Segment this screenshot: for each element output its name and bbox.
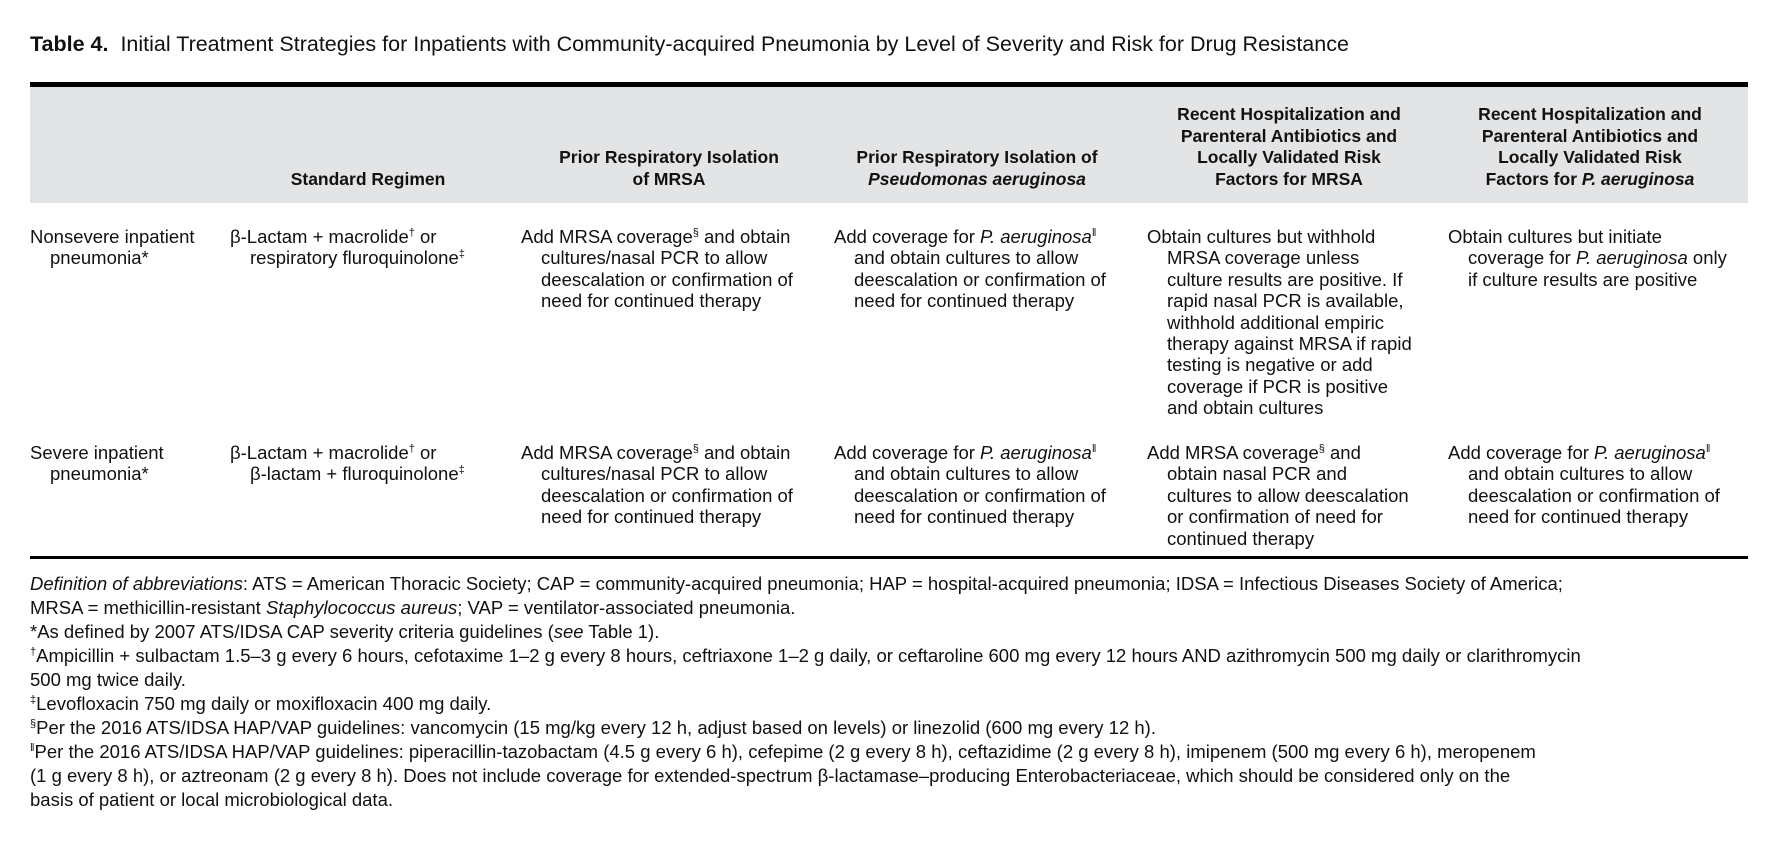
footnote-marker: §: [30, 718, 37, 730]
text-segment: and obtain cultures to allow: [1468, 463, 1693, 485]
cell-line: [1448, 485, 1720, 506]
footnote-line: [30, 764, 1581, 788]
table-cell: [1147, 442, 1409, 549]
text-segment: Add coverage for: [1448, 442, 1595, 463]
text-segment: Add MRSA coverage: [521, 442, 693, 463]
text-segment: need for continued therapy: [854, 506, 1075, 528]
cell-line: [230, 247, 465, 268]
text-segment: Parenteral Antibiotics and: [1481, 125, 1699, 146]
column-header: [291, 169, 446, 191]
footnotes: [30, 572, 1581, 812]
cell-line: [1147, 290, 1412, 311]
cell-line: [521, 269, 793, 290]
cell-line: [30, 463, 164, 484]
footnote-line: [30, 692, 1581, 716]
cell-line: [1147, 442, 1409, 463]
footnote-line: [30, 572, 1581, 596]
table-cell: [521, 226, 793, 312]
cell-line: [1147, 506, 1409, 527]
cell-line: [1147, 397, 1412, 418]
cell-line: [1147, 376, 1412, 397]
table-label: Table 4.: [30, 32, 109, 56]
text-segment: Prior Respiratory Isolation: [559, 147, 779, 167]
cell-line: [834, 247, 1106, 268]
footnote-marker: §: [692, 227, 699, 239]
footnote-marker: ‖: [1705, 443, 1711, 455]
table-caption: Initial Treatment Strategies for Inpatients with Community-acquired Pneumonia by Level of Severity and Risk for Drug Resistance: [120, 32, 1349, 56]
cell-line: [521, 226, 793, 247]
cell-line: [521, 290, 793, 311]
cell-line: [1147, 333, 1412, 354]
cell-line: [834, 226, 1106, 247]
footnote-marker: §: [1318, 443, 1325, 455]
cell-line: [1147, 269, 1412, 290]
header-line: [291, 169, 446, 191]
text-segment: and obtain cultures to allow: [854, 463, 1079, 485]
text-segment: Add coverage for: [834, 226, 981, 247]
cell-line: [1448, 269, 1727, 290]
text-segment: Recent Hospitalization and: [1478, 104, 1702, 124]
text-segment: and obtain: [698, 226, 791, 247]
text-segment: and: [1324, 442, 1361, 463]
text-segment: culture results are positive. If: [1167, 268, 1403, 290]
footnote-line: [30, 740, 1581, 764]
text-segment: Add coverage for: [834, 442, 981, 463]
text-segment: (1 g every 8 h), or aztreonam (2 g every 8 h). Does not include coverage for extended-spectrum β-lactamase–producing Enterobacteriaceae, which should be considered only on the: [30, 765, 1511, 786]
header-line: [856, 169, 1097, 191]
text-segment: Add MRSA coverage: [521, 226, 693, 247]
text-segment: *As defined by 2007 ATS/IDSA CAP severity criteria guidelines (: [30, 621, 554, 642]
footnote-marker: ‡: [30, 694, 37, 706]
text-segment: β-Lactam + macrolide: [230, 442, 409, 463]
text-segment: Factors for: [1485, 168, 1582, 189]
cell-line: [1147, 463, 1409, 484]
cell-line: [834, 485, 1106, 506]
cell-line: [521, 463, 793, 484]
text-segment: Per the 2016 ATS/IDSA HAP/VAP guidelines: piperacillin-tazobactam (4.5 g every 6 h), cefepime (2 g every 8 h), ceftazidime (2 g every 8 h), imipenem (500 mg every 6 h), meropenem: [34, 741, 1536, 762]
text-segment: Factors for MRSA: [1215, 168, 1363, 189]
text-segment: β-Lactam + macrolide: [230, 226, 409, 247]
cell-line: [1147, 226, 1412, 247]
column-header: [856, 147, 1097, 190]
text-segment: therapy against MRSA if rapid: [1167, 333, 1412, 355]
text-segment: Staphylococcus aureus: [265, 597, 458, 618]
footnote-marker: §: [692, 443, 699, 455]
text-segment: deescalation or confirmation of: [1468, 484, 1720, 506]
text-segment: cultures/nasal PCR to allow: [541, 463, 768, 485]
footnote-line: [30, 716, 1581, 740]
text-segment: Severe inpatient: [30, 442, 164, 463]
table-cell: [230, 226, 465, 269]
text-segment: Per the 2016 ATS/IDSA HAP/VAP guidelines: vancomycin (15 mg/kg every 12 h, adjust based on levels) or linezolid (600 mg every 12 h).: [36, 717, 1156, 738]
header-line: [1177, 104, 1401, 126]
text-segment: coverage for: [1468, 247, 1576, 269]
text-segment: Standard Regimen: [290, 168, 446, 189]
row-label: [30, 442, 164, 485]
footnote-marker: ‖: [1091, 227, 1097, 239]
cell-line: [521, 442, 793, 463]
bottom-rule: [30, 556, 1748, 559]
text-segment: deescalation or confirmation of: [541, 268, 793, 290]
text-segment: need for continued therapy: [541, 290, 762, 312]
cell-line: [521, 247, 793, 268]
text-segment: : ATS = American Thoracic Society; CAP = community-acquired pneumonia; HAP = hospital-acquired pneumonia; IDSA = Infectious Diseases Society of America;: [242, 573, 1563, 594]
cell-line: [230, 442, 465, 463]
cell-line: [1147, 247, 1412, 268]
row-label: [30, 226, 195, 269]
cell-line: [1448, 463, 1720, 484]
footnote-line: [30, 788, 1581, 812]
text-segment: P. aeruginosa: [980, 226, 1092, 247]
footnote-line: [30, 644, 1581, 668]
cell-line: [1448, 506, 1720, 527]
table-cell: [1147, 226, 1412, 419]
header-line: [1177, 126, 1401, 148]
table-cell: [230, 442, 465, 485]
header-line: [1177, 147, 1401, 169]
cell-line: [521, 506, 793, 527]
text-segment: P. aeruginosa: [1594, 442, 1706, 463]
header-line: [1478, 147, 1702, 169]
text-segment: Table 1).: [583, 621, 660, 642]
cell-line: [30, 247, 195, 268]
text-segment: continued therapy: [1167, 527, 1315, 549]
text-segment: see: [553, 621, 584, 642]
footnote-marker: †: [408, 443, 415, 455]
cell-line: [1147, 485, 1409, 506]
footnote-marker: †: [408, 227, 415, 239]
text-segment: Locally Validated Risk: [1197, 147, 1381, 167]
table-cell: [521, 442, 793, 528]
footnote-line: [30, 596, 1581, 620]
cell-line: [834, 269, 1106, 290]
text-segment: P. aeruginosa: [980, 442, 1092, 463]
text-segment: deescalation or confirmation of: [854, 268, 1106, 290]
text-segment: ; VAP = ventilator-associated pneumonia.: [457, 597, 796, 618]
header-line: [1478, 169, 1702, 191]
text-segment: Locally Validated Risk: [1498, 147, 1682, 167]
cell-line: [834, 463, 1106, 484]
text-segment: pneumonia*: [50, 247, 149, 269]
text-segment: cultures to allow deescalation: [1167, 484, 1409, 506]
cell-line: [1147, 312, 1412, 333]
text-segment: respiratory fluroquinolone: [250, 247, 459, 269]
footnote-marker: †: [30, 646, 37, 658]
text-segment: basis of patient or local microbiological data.: [30, 789, 393, 810]
text-segment: rapid nasal PCR is available,: [1167, 290, 1404, 312]
cell-line: [230, 463, 465, 484]
text-segment: withhold additional empiric: [1167, 311, 1384, 333]
cell-line: [521, 485, 793, 506]
column-header: [559, 147, 779, 190]
text-segment: MRSA coverage unless: [1167, 247, 1360, 269]
footnote-marker: ‖: [1091, 443, 1097, 455]
text-segment: and obtain cultures to allow: [854, 247, 1079, 269]
text-segment: Add MRSA coverage: [1147, 442, 1319, 463]
cell-line: [1448, 247, 1727, 268]
table-cell: [1448, 442, 1720, 528]
text-segment: P. aeruginosa: [1581, 168, 1695, 189]
text-segment: 500 mg twice daily.: [30, 669, 186, 690]
text-segment: and obtain cultures: [1167, 397, 1324, 419]
text-segment: Recent Hospitalization and: [1177, 104, 1401, 124]
text-segment: need for continued therapy: [1468, 506, 1689, 528]
text-segment: Prior Respiratory Isolation of: [856, 147, 1098, 167]
text-segment: cultures/nasal PCR to allow: [541, 247, 768, 269]
text-segment: or: [414, 442, 437, 463]
table-cell: [834, 226, 1106, 312]
text-segment: obtain nasal PCR and: [1167, 463, 1347, 485]
column-header: [1177, 104, 1401, 190]
footnote-line: [30, 620, 1581, 644]
cell-line: [30, 226, 195, 247]
table-cell: [1448, 226, 1727, 290]
text-segment: need for continued therapy: [541, 506, 762, 528]
text-segment: β-lactam + fluroquinolone: [250, 463, 459, 485]
text-segment: testing is negative or add: [1167, 354, 1373, 376]
text-segment: Levofloxacin 750 mg daily or moxifloxacin 400 mg daily.: [36, 693, 492, 714]
header-line: [1478, 104, 1702, 126]
footnote-marker: ‡: [458, 464, 465, 477]
cell-line: [230, 226, 465, 247]
text-segment: P. aeruginosa: [1575, 247, 1688, 269]
text-segment: Definition of abbreviations: [30, 573, 243, 594]
text-segment: Pseudomonas aeruginosa: [868, 168, 1086, 189]
footnote-marker: ‖: [30, 742, 35, 754]
text-segment: or: [414, 226, 437, 247]
text-segment: of MRSA: [632, 168, 706, 189]
header-line: [856, 147, 1097, 169]
footnote-marker: ‡: [458, 248, 465, 261]
table-title: [30, 32, 1349, 57]
cell-line: [834, 290, 1106, 311]
text-segment: or confirmation of need for: [1167, 506, 1383, 528]
text-segment: and obtain: [698, 442, 791, 463]
header-line: [1177, 169, 1401, 191]
footnote-line: [30, 668, 1581, 692]
text-segment: if culture results are positive: [1468, 268, 1698, 290]
text-segment: MRSA = methicillin-resistant: [30, 597, 266, 618]
cell-line: [1448, 226, 1727, 247]
text-segment: Nonsevere inpatient: [30, 226, 195, 247]
cell-line: [834, 442, 1106, 463]
text-segment: deescalation or confirmation of: [854, 484, 1106, 506]
text-segment: Parenteral Antibiotics and: [1180, 125, 1398, 146]
text-segment: Obtain cultures but withhold: [1147, 226, 1376, 247]
cell-line: [1448, 442, 1720, 463]
cell-line: [1147, 354, 1412, 375]
text-segment: Ampicillin + sulbactam 1.5–3 g every 6 hours, cefotaxime 1–2 g every 8 hours, ceftriaxone 1–2 g daily, or ceftaroline 600 mg every 12 hours AND azithromycin 500 mg daily or clarithromycin: [36, 645, 1581, 666]
text-segment: Obtain cultures but initiate: [1448, 226, 1662, 247]
cell-line: [1147, 528, 1409, 549]
text-segment: only: [1687, 247, 1727, 269]
text-segment: need for continued therapy: [854, 290, 1075, 312]
header-line: [559, 147, 779, 169]
text-segment: coverage if PCR is positive: [1167, 375, 1389, 397]
table-cell: [834, 442, 1106, 528]
cell-line: [30, 442, 164, 463]
cell-line: [834, 506, 1106, 527]
text-segment: deescalation or confirmation of: [541, 484, 793, 506]
header-line: [559, 169, 779, 191]
text-segment: pneumonia*: [50, 463, 149, 485]
header-line: [1478, 126, 1702, 148]
column-header: [1478, 104, 1702, 190]
